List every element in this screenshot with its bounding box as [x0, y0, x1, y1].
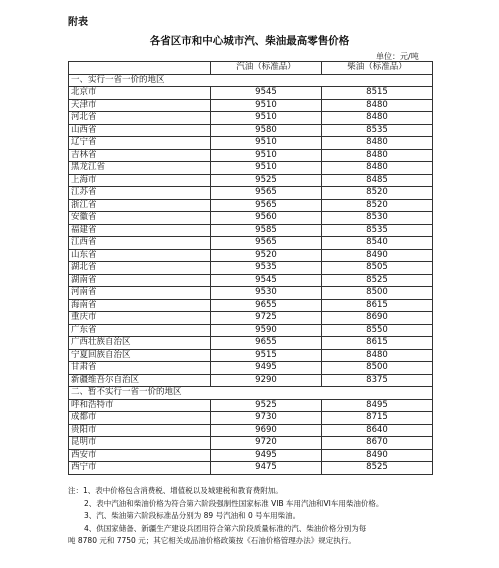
- table-row: [69, 262, 433, 275]
- diesel-price-cell: 8535: [322, 124, 433, 137]
- diesel-price-cell: 8525: [322, 274, 433, 287]
- diesel-price-cell: 8480: [322, 149, 433, 162]
- diesel-price-cell: 8525: [322, 462, 433, 475]
- section-title: 一、实行一省一价的地区: [69, 74, 433, 87]
- region-name-cell: 江西省: [69, 237, 211, 250]
- diesel-price-cell: 8670: [322, 437, 433, 450]
- region-name-cell: 宁夏回族自治区: [69, 349, 211, 362]
- gasoline-price-cell: 9525: [211, 399, 322, 412]
- table-row: [69, 174, 433, 187]
- section-row: [69, 387, 433, 400]
- gasoline-price-cell: 9655: [211, 337, 322, 350]
- section-title: 二、暂不实行一省一价的地区: [69, 387, 433, 400]
- diesel-price-cell: 8515: [322, 87, 433, 100]
- gasoline-price-cell: 9565: [211, 199, 322, 212]
- diesel-price-cell: 8550: [322, 324, 433, 337]
- table-row: [69, 324, 433, 337]
- appendix-label: 附表: [68, 17, 88, 28]
- diesel-price-cell: 8375: [322, 374, 433, 387]
- region-name-cell: 江苏省: [69, 187, 211, 200]
- region-name-cell: 湖南省: [69, 274, 211, 287]
- diesel-price-cell: 8520: [322, 199, 433, 212]
- region-name-cell: 吉林省: [69, 149, 211, 162]
- region-name-cell: 河南省: [69, 287, 211, 300]
- gasoline-price-cell: 9725: [211, 312, 322, 325]
- diesel-price-cell: 8615: [322, 299, 433, 312]
- header-region: [69, 62, 211, 75]
- gasoline-price-cell: 9730: [211, 412, 322, 425]
- diesel-price-cell: 8500: [322, 287, 433, 300]
- table-row: [69, 462, 433, 475]
- table-row: [69, 124, 433, 137]
- diesel-price-cell: 8480: [322, 99, 433, 112]
- gasoline-price-cell: 9530: [211, 287, 322, 300]
- note-1: 注：1、表中价格包含消费税、增值税以及城建税和教育费附加。: [68, 486, 283, 495]
- diesel-price-cell: 8480: [322, 162, 433, 175]
- region-name-cell: 北京市: [69, 87, 211, 100]
- gasoline-price-cell: 9510: [211, 99, 322, 112]
- table-row: [69, 362, 433, 375]
- region-name-cell: 甘肃省: [69, 362, 211, 375]
- table-header-row: [69, 62, 433, 75]
- region-name-cell: 黑龙江省: [69, 162, 211, 175]
- region-name-cell: 上海市: [69, 174, 211, 187]
- table-row: [69, 137, 433, 150]
- gasoline-price-cell: 9545: [211, 87, 322, 100]
- table-row: [69, 112, 433, 125]
- table-row: [69, 287, 433, 300]
- diesel-price-cell: 8535: [322, 224, 433, 237]
- gasoline-price-cell: 9585: [211, 224, 322, 237]
- gasoline-price-cell: 9565: [211, 187, 322, 200]
- diesel-price-cell: 8520: [322, 187, 433, 200]
- region-name-cell: 呼和浩特市: [69, 399, 211, 412]
- page-title: 各省区市和中心城市汽、柴油最高零售价格: [149, 35, 350, 47]
- gasoline-price-cell: 9510: [211, 149, 322, 162]
- diesel-price-cell: 8640: [322, 424, 433, 437]
- section-row: [69, 74, 433, 87]
- table-row: [69, 237, 433, 250]
- region-name-cell: 山西省: [69, 124, 211, 137]
- gasoline-price-cell: 9590: [211, 324, 322, 337]
- table-row: [69, 274, 433, 287]
- diesel-price-cell: 8540: [322, 237, 433, 250]
- gasoline-price-cell: 9475: [211, 462, 322, 475]
- gasoline-price-cell: 9495: [211, 362, 322, 375]
- region-name-cell: 海南省: [69, 299, 211, 312]
- gasoline-price-cell: 9520: [211, 249, 322, 262]
- table-row: [69, 437, 433, 450]
- gasoline-price-cell: 9560: [211, 212, 322, 225]
- gasoline-price-cell: 9690: [211, 424, 322, 437]
- gasoline-price-cell: 9510: [211, 162, 322, 175]
- note-3: 3、汽、柴油第六阶段标准品分别为 89 号汽油和 0 号车用柴油。: [84, 511, 301, 520]
- diesel-price-cell: 8690: [322, 312, 433, 325]
- region-name-cell: 湖北省: [69, 262, 211, 275]
- diesel-price-cell: 8480: [322, 112, 433, 125]
- region-name-cell: 昆明市: [69, 437, 211, 450]
- region-name-cell: 浙江省: [69, 199, 211, 212]
- table-row: [69, 187, 433, 200]
- gasoline-price-cell: 9515: [211, 349, 322, 362]
- table-row: [69, 249, 433, 262]
- region-name-cell: 安徽省: [69, 212, 211, 225]
- diesel-price-cell: 8495: [322, 399, 433, 412]
- gasoline-price-cell: 9535: [211, 262, 322, 275]
- region-name-cell: 天津市: [69, 99, 211, 112]
- table-row: [69, 412, 433, 425]
- gasoline-price-cell: 9545: [211, 274, 322, 287]
- header-gasoline: 汽油（标准品）: [211, 62, 322, 75]
- diesel-price-cell: 8505: [322, 262, 433, 275]
- diesel-price-cell: 8530: [322, 212, 433, 225]
- region-name-cell: 山东省: [69, 249, 211, 262]
- table-row: [69, 399, 433, 412]
- diesel-price-cell: 8485: [322, 174, 433, 187]
- diesel-price-cell: 8490: [322, 449, 433, 462]
- region-name-cell: 西安市: [69, 449, 211, 462]
- note-4-continued: 吨 8780 元和 7750 元；其它相关成品油价格政策按《石油价格管理办法》规定执行。: [68, 536, 356, 545]
- table-row: [69, 424, 433, 437]
- table-row: [69, 349, 433, 362]
- notes: [68, 485, 440, 548]
- region-name-cell: 西宁市: [69, 462, 211, 475]
- region-name-cell: 河北省: [69, 112, 211, 125]
- header-diesel: 柴油（标准品）: [322, 62, 433, 75]
- note-2: 2、表中汽油和柴油价格为符合第六阶段强制性国家标准 VIB 车用汽油和VI车用柴油价格。: [84, 498, 384, 508]
- gasoline-price-cell: 9290: [211, 374, 322, 387]
- diesel-price-cell: 8615: [322, 337, 433, 350]
- table-row: [69, 374, 433, 387]
- diesel-price-cell: 8480: [322, 137, 433, 150]
- unit-label: 单位：元/吨: [376, 52, 419, 61]
- diesel-price-cell: 8480: [322, 349, 433, 362]
- price-table: [68, 61, 433, 475]
- gasoline-price-cell: 9525: [211, 174, 322, 187]
- table-row: [69, 149, 433, 162]
- region-name-cell: 新疆维吾尔自治区: [69, 374, 211, 387]
- gasoline-price-cell: 9580: [211, 124, 322, 137]
- table-row: [69, 312, 433, 325]
- gasoline-price-cell: 9565: [211, 237, 322, 250]
- gasoline-price-cell: 9510: [211, 112, 322, 125]
- gasoline-price-cell: 9510: [211, 137, 322, 150]
- gasoline-price-cell: 9655: [211, 299, 322, 312]
- table-row: [69, 87, 433, 100]
- table-row: [69, 299, 433, 312]
- region-name-cell: 广东省: [69, 324, 211, 337]
- region-name-cell: 广西壮族自治区: [69, 337, 211, 350]
- gasoline-price-cell: 9495: [211, 449, 322, 462]
- diesel-price-cell: 8715: [322, 412, 433, 425]
- region-name-cell: 成都市: [69, 412, 211, 425]
- table-row: [69, 212, 433, 225]
- region-name-cell: 重庆市: [69, 312, 211, 325]
- table-row: [69, 224, 433, 237]
- table-row: [69, 449, 433, 462]
- region-name-cell: 辽宁省: [69, 137, 211, 150]
- region-name-cell: 福建省: [69, 224, 211, 237]
- table-row: [69, 162, 433, 175]
- table-row: [69, 99, 433, 112]
- table-row: [69, 337, 433, 350]
- table-row: [69, 199, 433, 212]
- diesel-price-cell: 8490: [322, 249, 433, 262]
- region-name-cell: 贵阳市: [69, 424, 211, 437]
- diesel-price-cell: 8500: [322, 362, 433, 375]
- gasoline-price-cell: 9720: [211, 437, 322, 450]
- note-4: 4、供国家储备、新疆生产建设兵团用符合第六阶段质量标准的汽、柴油价格分别为每: [84, 523, 367, 533]
